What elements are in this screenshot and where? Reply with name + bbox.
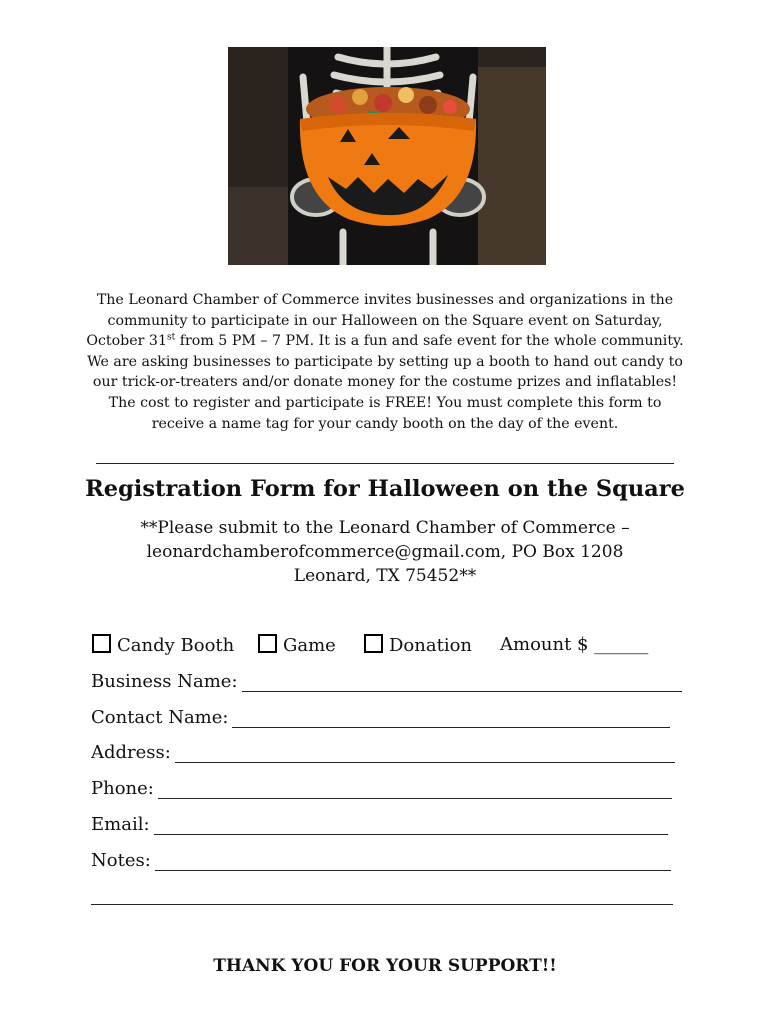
address-input[interactable] [175,744,675,763]
game-option[interactable] [258,634,336,656]
candy-booth-checkbox[interactable] [92,634,111,653]
notes-input[interactable] [155,852,671,871]
notes-label: Notes: [91,850,151,871]
contact-name-input[interactable] [232,709,670,728]
phone-field[interactable] [91,778,672,799]
email-label: Email: [91,814,150,835]
candy-booth-option[interactable] [92,634,234,656]
amount-field[interactable]: Amount $ ______ [500,634,649,655]
notes-field[interactable] [91,850,671,871]
phone-label: Phone: [91,778,154,799]
submit-instructions [0,516,770,588]
form-title: Registration Form for Halloween on the Square [85,476,685,502]
game-checkbox[interactable] [258,634,277,653]
business-name-input[interactable] [242,673,682,692]
halloween-pumpkin-photo [228,47,546,265]
game-label: Game [283,635,336,656]
section-divider [96,463,674,464]
phone-input[interactable] [158,780,672,799]
intro-text-part2: from 5 PM – 7 PM. It is a fun and safe event for the whole community. We are asking businesses to participate by setting up a booth to hand out candy to our trick-or-treaters and/or donate money for the costume prizes and inflatables! The cost to register and participate is FREE! You must complete this form to receive a name tag for your candy booth on the day of the event. [87,333,684,432]
business-name-field[interactable] [91,671,682,692]
business-name-label: Business Name: [91,671,238,692]
thank-you-message: THANK YOU FOR YOUR SUPPORT!! [213,956,557,976]
donation-label: Donation [389,635,473,656]
notes-extra-line[interactable] [91,904,673,905]
address-field[interactable] [91,742,675,763]
donation-checkbox[interactable] [364,634,383,653]
email-input[interactable] [154,816,668,835]
submit-line-1: **Please submit to the Leonard Chamber of Commerce – [140,518,630,538]
email-field[interactable] [91,814,668,835]
intro-superscript: st [166,332,176,343]
submit-line-3: Leonard, TX 75452** [293,566,477,586]
address-label: Address: [91,742,171,763]
intro-text-part1: The Leonard Chamber of Commerce invites businesses and organizations in the community to participate in our Halloween on the Square event on Saturday, October 31 [86,292,674,350]
pumpkin-bucket-image [228,47,546,265]
donation-option[interactable] [364,634,472,656]
contact-name-label: Contact Name: [91,707,229,728]
submit-line-2: leonardchamberofcommerce@gmail.com, PO Box 1208 [146,542,624,562]
contact-name-field[interactable] [91,707,670,728]
intro-paragraph [86,290,684,434]
candy-booth-label: Candy Booth [117,635,235,656]
